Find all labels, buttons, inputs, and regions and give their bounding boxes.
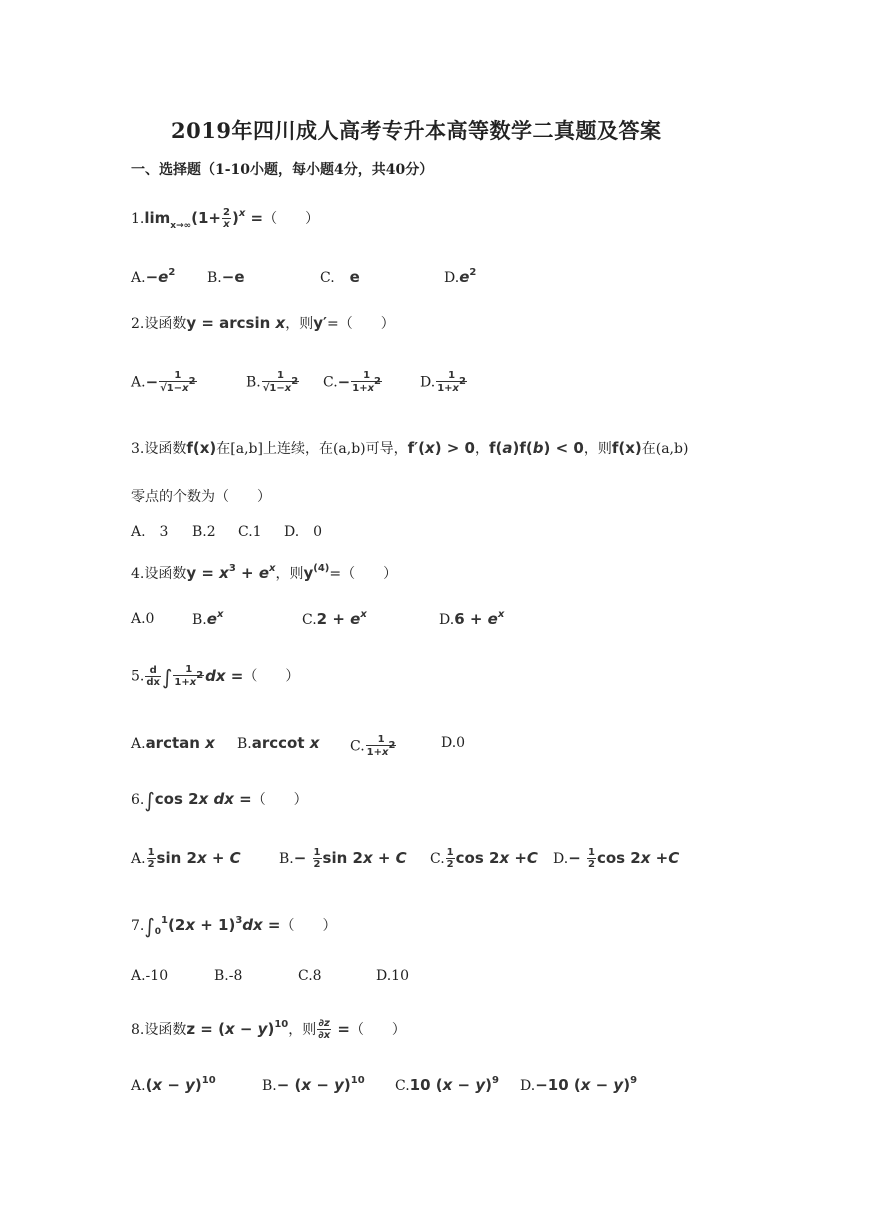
q6-option-b[interactable]: B.− $\frac{1}{2}$ sin 2x + C (279, 847, 407, 870)
q2-option-c[interactable]: C.− $\frac{1}{1+x^2}$ (323, 370, 382, 394)
q4-option-b[interactable]: $B.e^x$ (192, 609, 224, 628)
question-7: $7.\int_0^1(2x + 1)^3dx$ =（ ） (131, 914, 337, 938)
q8-option-d[interactable]: D.−10 $(x - y)^9$ (520, 1075, 638, 1094)
q5-option-a[interactable]: A.arctan x (131, 734, 215, 752)
q8-option-b[interactable]: $B.- (x - y)^{10}$ (262, 1075, 365, 1094)
q2-option-b[interactable]: B. $\frac{1}{√1-x^2}$ (246, 370, 299, 394)
section-heading: 一、选择题（1-10小题，每小题4分，共40分） (131, 162, 434, 178)
q7-option-d[interactable]: D.10 (376, 968, 409, 984)
q3-option-d[interactable]: D. 0 (284, 524, 323, 540)
q7-option-b[interactable]: B.-8 (214, 968, 243, 984)
q3-option-c[interactable]: C.1 (238, 524, 262, 540)
q5-option-d[interactable]: D.0 (441, 735, 466, 751)
q7-option-a[interactable]: A.-10 (131, 968, 169, 984)
q3-option-b[interactable]: B.2 (192, 524, 216, 540)
question-6: 6.∫cos 2x dx =（ ） (131, 788, 308, 812)
formula: $\lim_{x\to\infty}(1+$ $\frac{2}{x}$ )$^x$ = (144, 207, 264, 231)
question-1: $1.\lim_{x\to\infty}(1+$ $\frac{2}{x}$ )$^x$ =（ ） (131, 207, 320, 231)
q4-option-c[interactable]: $C.2 + e^x$ (302, 609, 367, 628)
q4-option-d[interactable]: $D.6 + e^x$ (439, 609, 505, 628)
page-title: 2019年四川成人高考专升本高等数学二真题及答案 (171, 118, 662, 143)
q5-option-b[interactable]: B.arccot x (237, 734, 320, 752)
question-3-line-2: 零点的个数为（ ） (131, 489, 271, 505)
q4-option-a[interactable]: A.0 (131, 611, 155, 627)
q8-option-c[interactable]: C.10 $(x - y)^9$ (395, 1075, 499, 1094)
question-4: 4.设函数$y = x^3 + e^x$，则$y^{(4)}=$（ ） (131, 563, 398, 582)
q6-option-c[interactable]: C. $\frac{1}{2}$ cos 2x +C (430, 847, 538, 870)
q2-option-a[interactable]: A.− $\frac{1}{√1-x^2}$ (131, 370, 196, 394)
q1-option-c[interactable]: C. e (320, 268, 360, 286)
q5-option-c[interactable]: C. $\frac{1}{1+x^2}$ (350, 734, 396, 758)
q6-option-d[interactable]: D.− $\frac{1}{2}$ cos 2x +C (553, 847, 680, 870)
q8-option-a[interactable]: $A.(x - y)^{10}$ (131, 1075, 216, 1094)
question-2: 2.设函数y = arcsin x，则y′=（ ） (131, 314, 395, 332)
question-8: 8.设函数$z = (x - y)^{10}$，则 $\frac{\partial z}{\partial x}$ =（ ） (131, 1018, 406, 1041)
question-5: 5. $\frac{d}{dx}$ ∫ $\frac{1}{1+x^2}$ dx =（ ） (131, 664, 300, 689)
q1-option-b[interactable]: B.−e (207, 268, 245, 286)
q7-option-c[interactable]: C.8 (298, 968, 322, 984)
q2-option-d[interactable]: D. $\frac{1}{1+x^2}$ (420, 370, 466, 394)
q3-option-a[interactable]: A. 3 (131, 524, 169, 540)
q6-option-a[interactable]: A. $\frac{1}{2}$ sin 2x + C (131, 847, 241, 870)
q1-option-d[interactable]: $D.e^2$ (444, 267, 477, 286)
question-3: 3.设函数f(x)在[a,b]上连续，在(a,b)可导，f′(x) > 0，f(a)f(b) < 0，则f(x)在(a,b) (131, 439, 689, 457)
q1-option-a[interactable]: $A.-e^2$ (131, 267, 176, 286)
